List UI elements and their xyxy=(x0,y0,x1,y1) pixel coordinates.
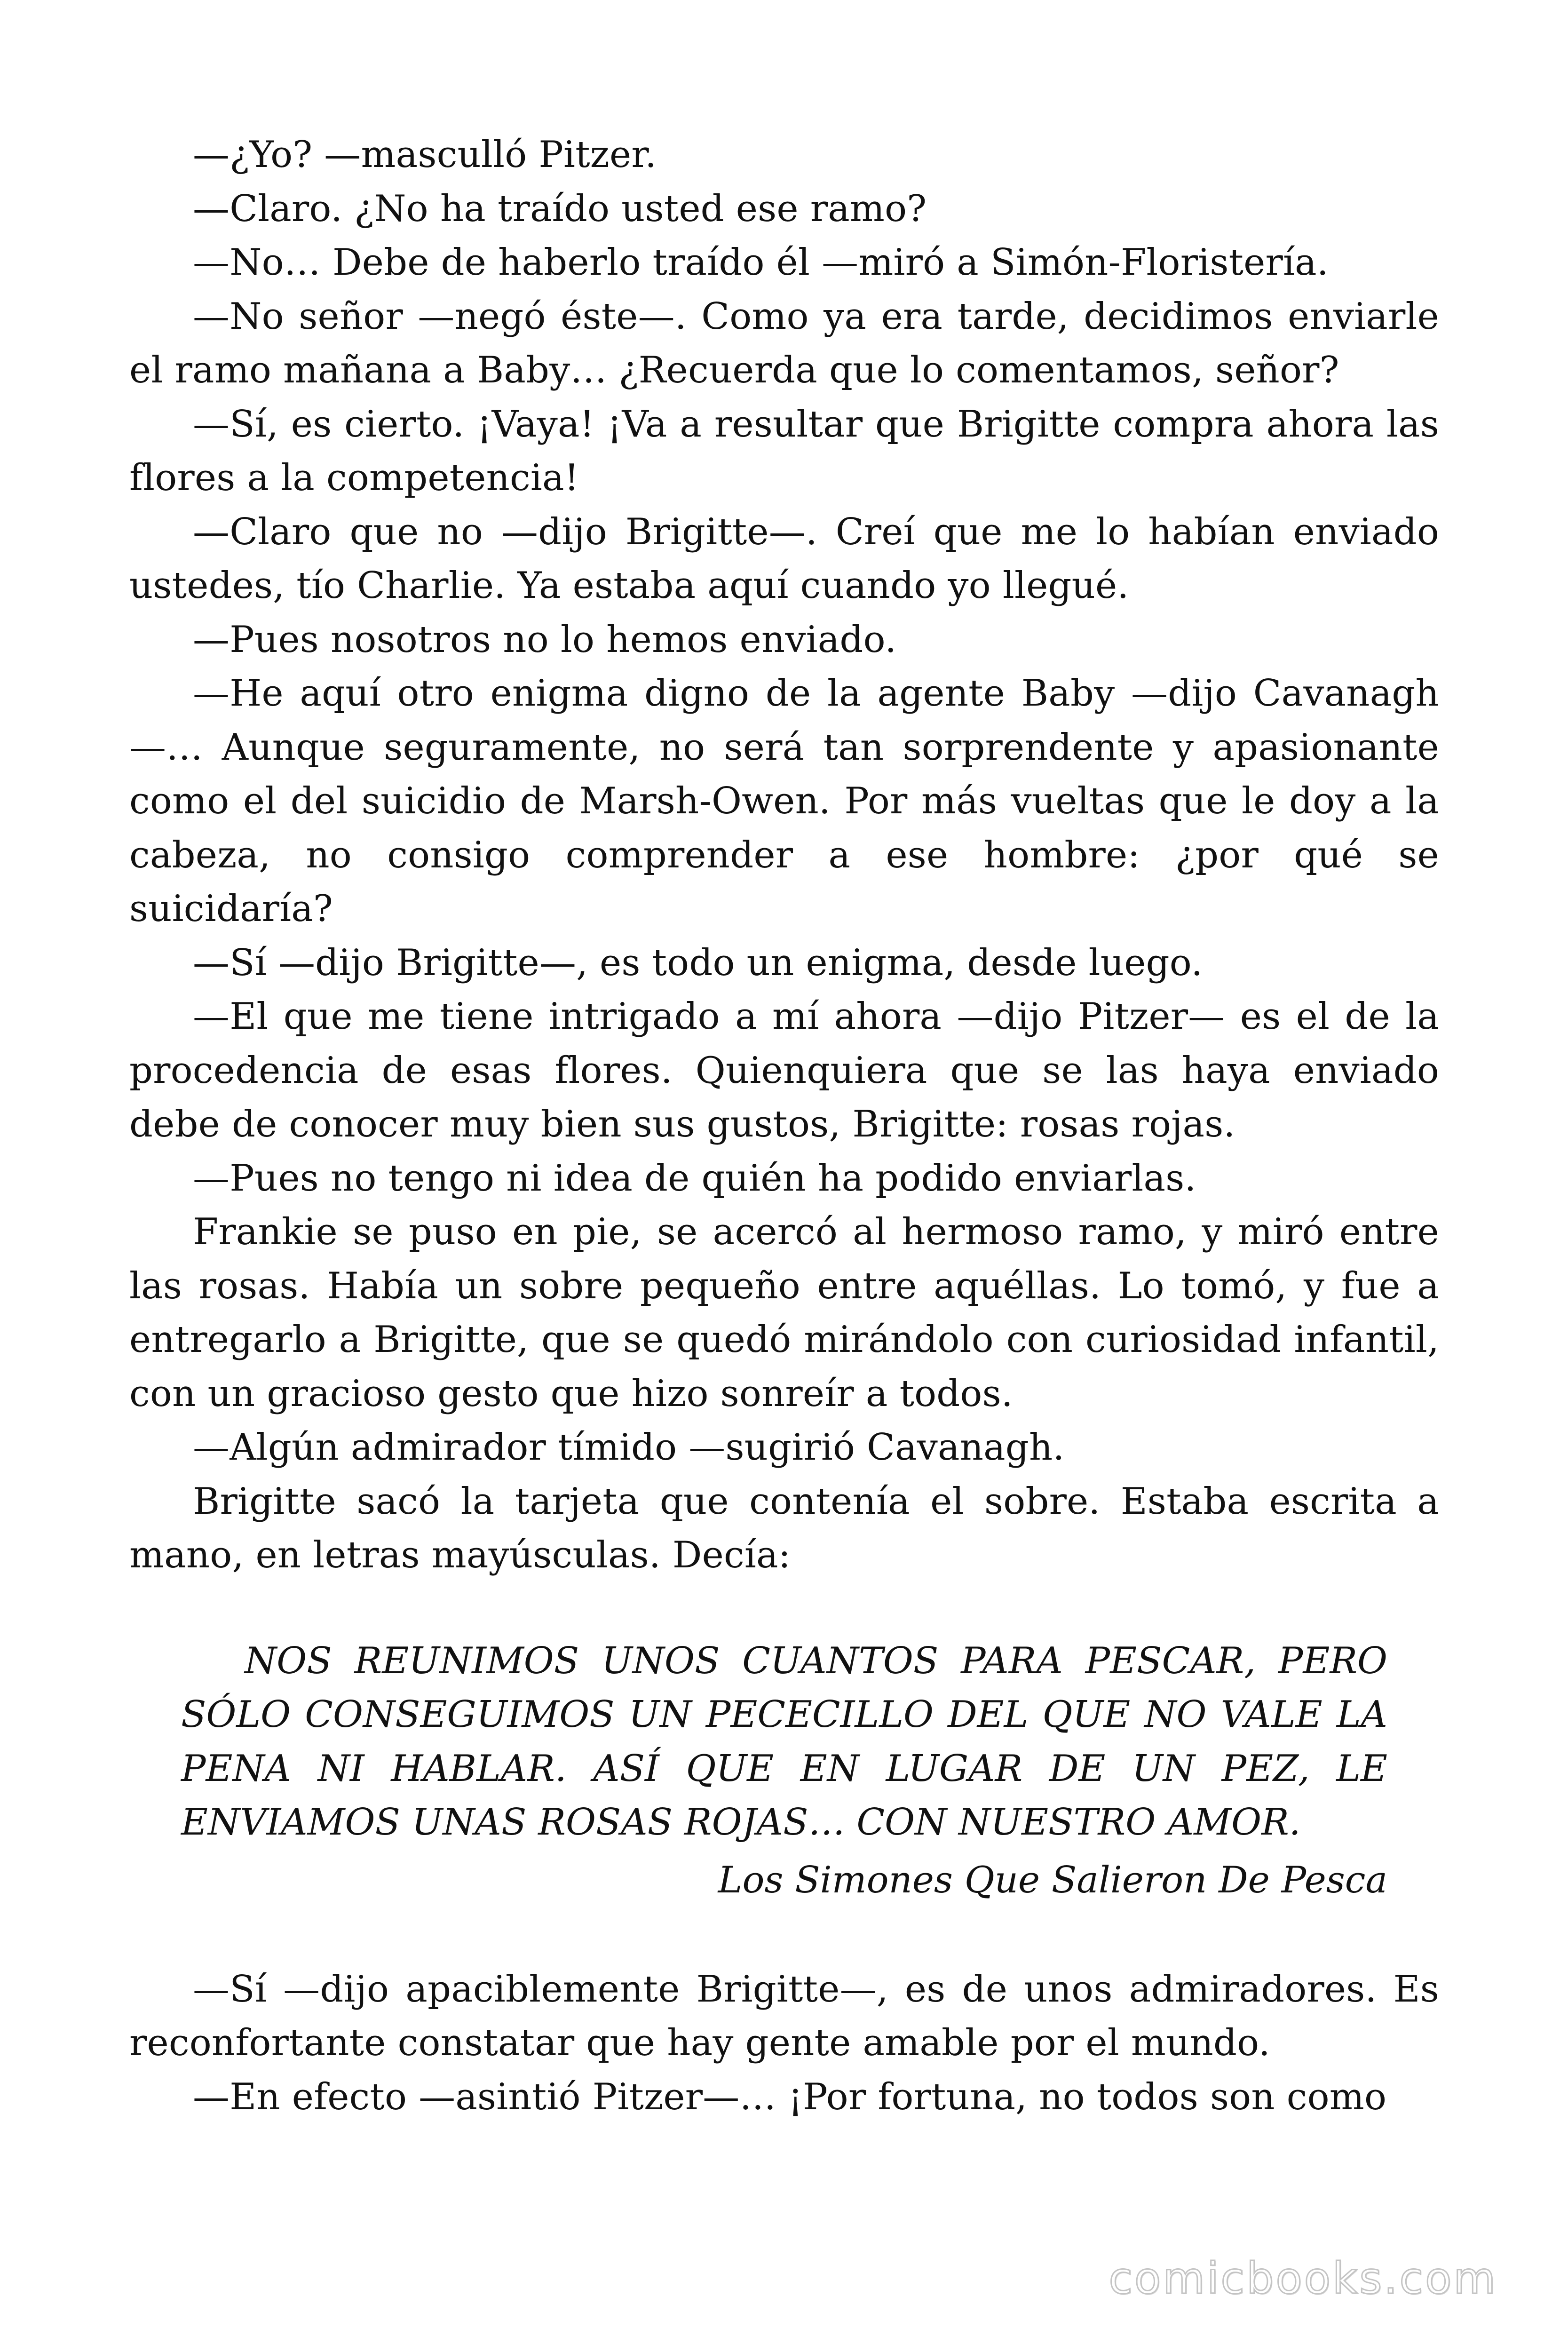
paragraph: —Claro que no —dijo Brigitte—. Creí que me lo habían enviado ustedes, tío Charlie. Ya estaba aquí cuando yo llegué. xyxy=(129,510,1439,607)
paragraph: —Pues no tengo ni idea de quién ha podido enviarlas. xyxy=(193,1157,1196,1200)
paragraph: —Pues nosotros no lo hemos enviado. xyxy=(193,618,897,661)
card-message-body: NOS REUNIMOS UNOS CUANTOS PARA PESCAR, PERO SÓLO CONSEGUIMOS UN PECECILLO DEL QUE NO VALE LA PENA NI HABLAR. ASÍ QUE EN LUGAR DE UN PEZ, LE ENVIAMOS UNAS ROSAS ROJAS… CON NUESTRO AMOR. xyxy=(181,1639,1387,1843)
paragraph: —En efecto —asintió Pitzer—… ¡Por fortuna, no todos son como xyxy=(193,2075,1387,2118)
paragraph: Brigitte sacó la tarjeta que contenía el sobre. Estaba escrita a mano, en letras mayúsculas. Decía: xyxy=(129,1480,1439,1576)
paragraph: —El que me tiene intrigado a mí ahora —dijo Pitzer— es el de la procedencia de esas flores. Quienquiera que se las haya enviado debe de conocer muy bien sus gustos, Brigitte: rosas rojas. xyxy=(129,995,1439,1145)
paragraph: Frankie se puso en pie, se acercó al hermoso ramo, y miró entre las rosas. Había un sobre pequeño entre aquéllas. Lo tomó, y fue a entregarlo a Brigitte, que se quedó mirándolo con curiosidad infantil, con un gracioso gesto que hizo sonreír a todos. xyxy=(129,1211,1439,1415)
paragraph: —Algún admirador tímido —sugirió Cavanagh. xyxy=(193,1426,1065,1469)
paragraph: —Claro. ¿No ha traído usted ese ramo? xyxy=(193,187,927,230)
continuation xyxy=(129,1963,1439,2124)
paragraph: —Sí —dijo apaciblemente Brigitte—, es de unos admiradores. Es reconfortante constatar que hay gente amable por el mundo. xyxy=(129,1968,1439,2064)
paragraph: —¿Yo? —masculló Pitzer. xyxy=(193,134,657,176)
card-signature: Los Simones Que Salieron De Pesca xyxy=(718,1859,1387,1901)
card-message xyxy=(129,1634,1439,1911)
paragraph: —Sí —dijo Brigitte—, es todo un enigma, desde luego. xyxy=(193,941,1203,984)
paragraph: —Sí, es cierto. ¡Vaya! ¡Va a resultar que Brigitte compra ahora las flores a la competencia! xyxy=(129,403,1439,499)
paragraph: —No señor —negó éste—. Como ya era tarde, decidimos enviarle el ramo mañana a Baby… ¿Recuerda que lo comentamos, señor? xyxy=(129,295,1439,391)
book-page xyxy=(129,128,1439,2124)
paragraph: —No… Debe de haberlo traído él —miró a Simón-Floristería. xyxy=(193,241,1329,284)
paragraph: —He aquí otro enigma digno de la agente Baby —dijo Cavanagh —… Aunque seguramente, no será tan sorprendente y apasionante como el del suicidio de Marsh-Owen. Por más vueltas que le doy a la cabeza, no consigo comprender a ese hombre: ¿por qué se suicidaría? xyxy=(129,672,1439,930)
watermark: comicbooks.com xyxy=(1109,2253,1497,2304)
